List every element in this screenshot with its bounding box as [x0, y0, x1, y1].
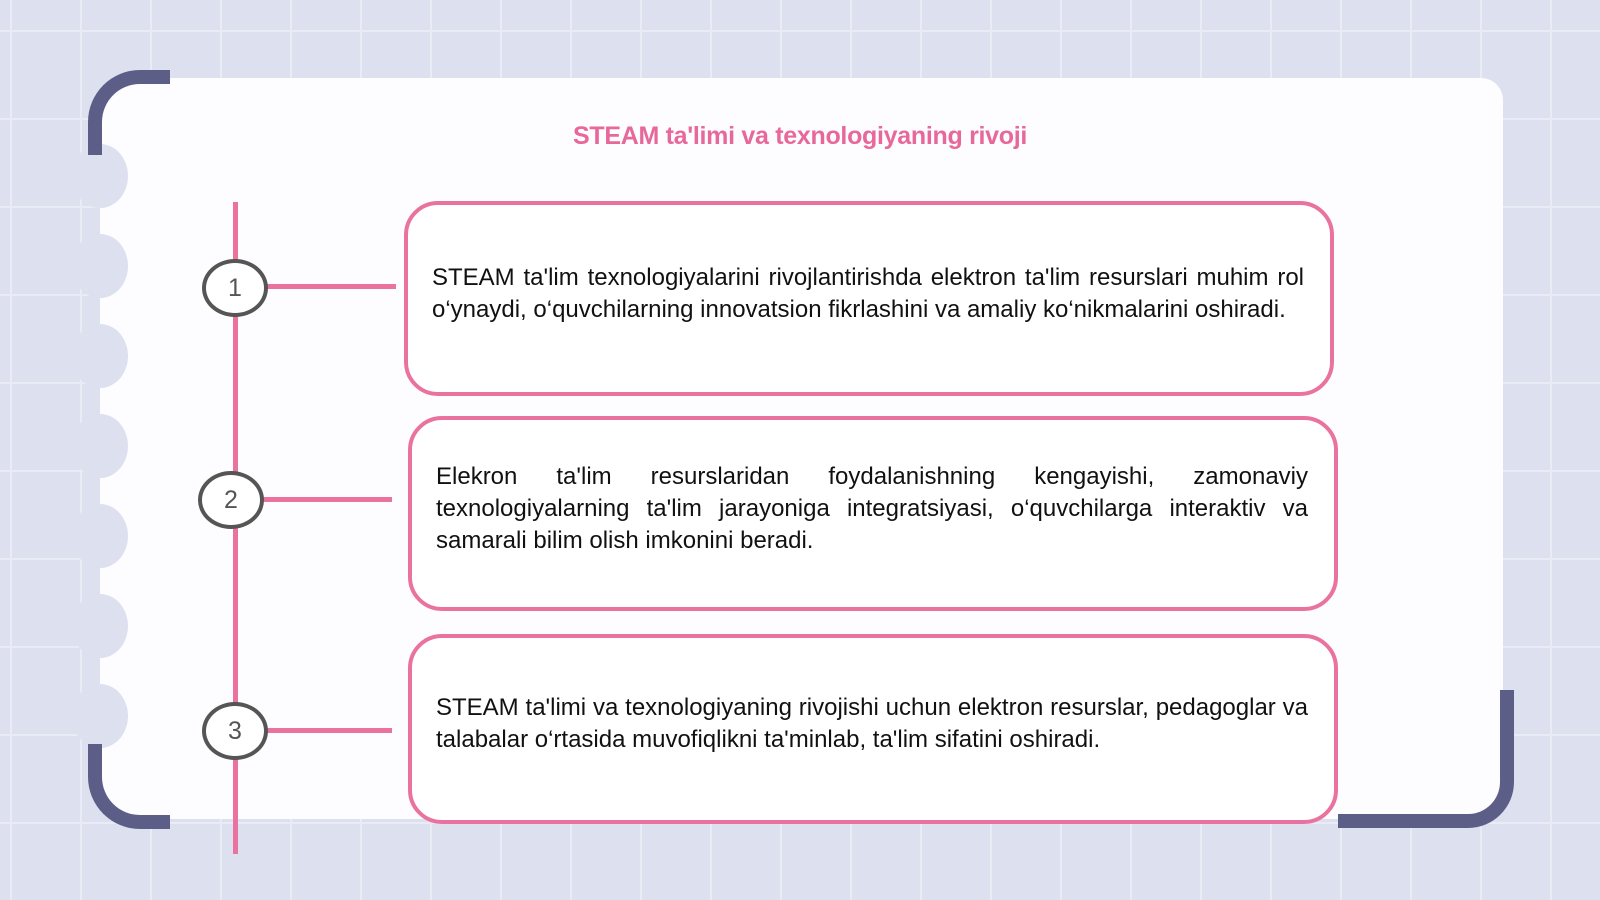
slide-title: STEAM ta'limi va texnologiyaning rivoji	[572, 122, 1028, 150]
step-3-card	[408, 634, 1338, 824]
step-2-text: Elekron ta'lim resurslaridan foydalanishning kengayishi, zamonaviy texnologiyalarning ta'lim jarayoniga integratsiyasi, o‘quvchilarga interaktiv va samarali bilim olish imkonini beradi.	[436, 462, 1308, 554]
paper-scallop	[72, 684, 128, 748]
step-2-card	[408, 416, 1338, 611]
step-1-card	[404, 201, 1334, 396]
step-2-connector	[261, 497, 392, 502]
frame-corner-bottom-right	[1338, 690, 1514, 828]
paper-scallop	[72, 504, 128, 568]
paper-scallop	[72, 324, 128, 388]
step-2-number: 2	[198, 471, 264, 529]
frame-corner-bottom-left	[88, 744, 170, 829]
step-1-connector	[265, 284, 396, 289]
step-3-connector	[265, 728, 392, 733]
paper-scallop	[72, 594, 128, 658]
step-1-text: STEAM ta'lim texnologiyalarini rivojlantirishda elektron ta'lim resurslari muhim rol o‘ynaydi, o‘quvchilarning innovatsion fikrlashini va amaliy ko‘nikmalarini oshiradi.	[432, 263, 1304, 323]
step-1-number: 1	[202, 259, 268, 317]
paper-scallop	[72, 414, 128, 478]
step-3-number: 3	[202, 702, 268, 760]
paper-scallop	[72, 234, 128, 298]
step-3-text: STEAM ta'limi va texnologiyaning rivojishi uchun elektron resurslar, pedagoglar va talabalar o‘rtasida muvofiqlikni ta'minlab, ta'lim sifatini oshiradi.	[436, 694, 1308, 753]
